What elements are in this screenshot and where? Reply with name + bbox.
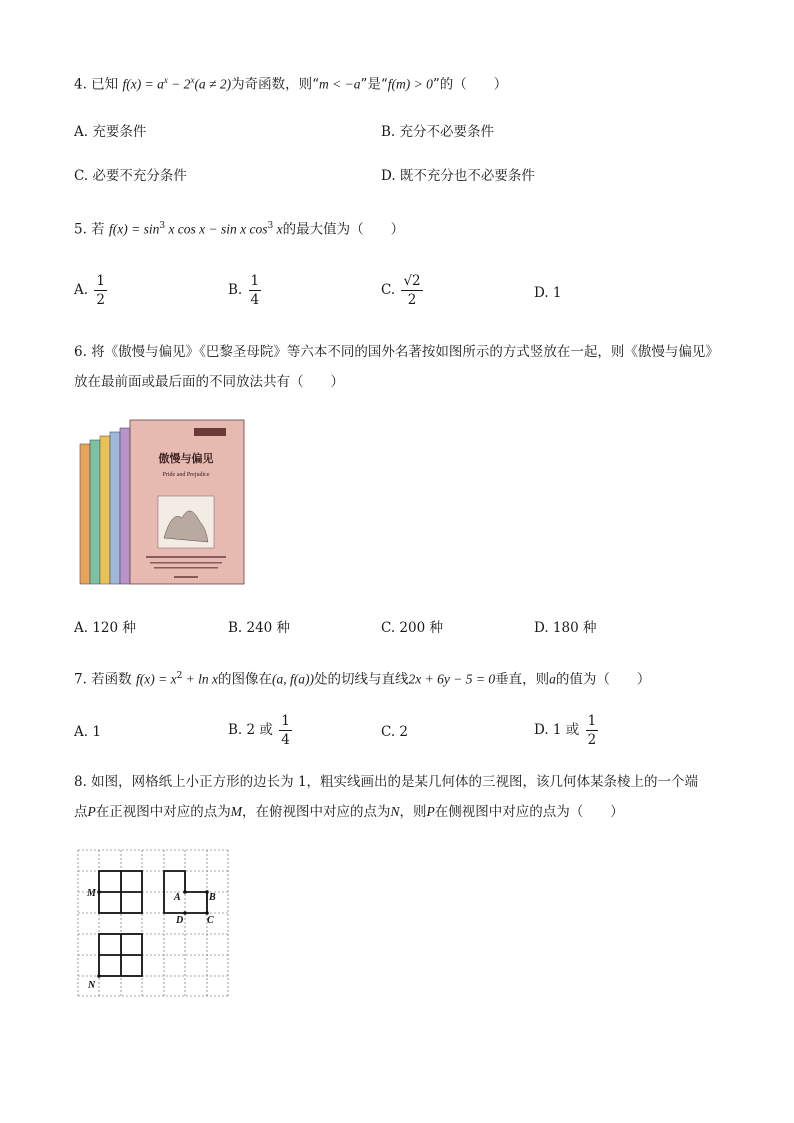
fraction: $\frac{√2}{2}$ — [403, 273, 421, 308]
label-B: B — [209, 892, 216, 903]
top-view — [99, 934, 142, 976]
fraction: $\frac{1}{2}$ — [96, 273, 105, 308]
q6-option-c[interactable]: C. 200 种 — [381, 620, 443, 636]
q5-option-b[interactable]: B. $\frac{1}{4}$ — [228, 273, 260, 308]
q6-option-d[interactable]: D. 180 种 — [534, 620, 597, 636]
label-D: D — [176, 915, 184, 926]
book-spine-4 — [110, 432, 120, 584]
q7-stem: 7. 若函数 $f(x) = x^2 + \ln x$的图像在(a, f(a))处的切线与直线2x + 6y − 5 = 0垂直，则a的值为（ ） — [74, 671, 651, 688]
q5-stem: 5. 若 $f(x) = \sin^3 x$ cos x − sin x $\cos^3 x$的最大值为（ ） — [74, 221, 405, 238]
fraction: $\frac{1}{4}$ — [250, 273, 260, 308]
book-spine-3 — [100, 436, 110, 584]
books-image — [76, 418, 246, 588]
fraction: $\frac{1}{2}$ — [587, 713, 597, 748]
q4-option-b[interactable]: B. 充分不必要条件 — [381, 124, 495, 140]
q8-stem-line1: 8. 如图，网格纸上小正方形的边长为 1，粗实线画出的是某几何体的三视图，该几何体某条棱上的一个端 — [74, 774, 699, 790]
fraction: $\frac{1}{4}$ — [281, 713, 290, 748]
q6-stem-line1: 6. 将《傲慢与偏见》《巴黎圣母院》等六本不同的国外名著按如图所示的方式竖放在一起，则《傲慢与偏见》 — [74, 344, 719, 360]
front-view — [99, 871, 142, 913]
q5-option-c[interactable]: C. $\frac{√2}{2}$ — [381, 273, 421, 308]
q4-option-a[interactable]: A. 充要条件 — [74, 124, 147, 140]
q5-option-d[interactable]: D. 1 — [534, 285, 562, 301]
q4-stem: 4. 已知 $f(x) = a^x - 2^x(a \ne 2)$为奇函数，则“m < −a”是“f(m) > 0”的（ ） — [74, 75, 508, 93]
three-view-grid-figure — [76, 848, 232, 998]
label-N: N — [88, 980, 96, 991]
q6-option-b[interactable]: B. 240 种 — [228, 620, 291, 636]
q6-option-a[interactable]: A. 120 种 — [74, 620, 136, 636]
q5-option-a[interactable]: A. $\frac{1}{2}$ — [74, 273, 105, 308]
label-C: C — [207, 915, 214, 926]
q7-option-b[interactable]: B. 2 或 $\frac{1}{4}$ — [228, 713, 290, 748]
q7-option-a[interactable]: A. 1 — [74, 724, 101, 740]
book-title-text: 傲慢与偏见 — [158, 452, 214, 465]
q6-stem-line2: 放在最前面或最后面的不同放法共有（ ） — [74, 374, 344, 390]
q7-option-c[interactable]: C. 2 — [381, 724, 409, 740]
q8-stem-line2: 点P在正视图中对应的点为M，在俯视图中对应的点为N，则P在侧视图中对应的点为（ ） — [74, 804, 624, 820]
q4-option-c[interactable]: C. 必要不充分条件 — [74, 168, 187, 184]
book-spine-1 — [80, 444, 90, 584]
q4-option-d[interactable]: D. 既不充分也不必要条件 — [381, 168, 535, 184]
label-A: A — [174, 892, 181, 903]
book-subtitle-text: Pride and Prejudice — [162, 472, 210, 478]
label-M: M — [87, 888, 96, 899]
book-front-cover — [130, 420, 244, 584]
book-spine-2 — [90, 440, 100, 584]
dashed-grid — [78, 850, 228, 996]
q7-option-d[interactable]: D. 1 或 $\frac{1}{2}$ — [534, 713, 597, 748]
book-spine-5 — [120, 428, 130, 584]
